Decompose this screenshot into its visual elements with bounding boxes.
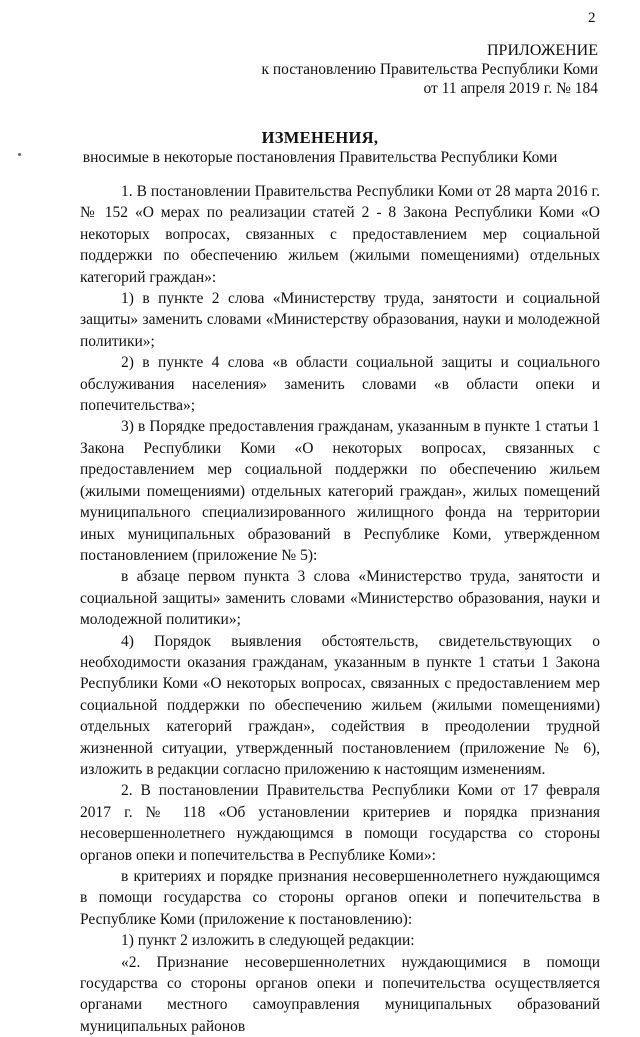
paragraph: 2. В постановлении Правительства Республики Коми от 17 февраля 2017 г. № 118 «Об установлении критериев и порядка признания несовершеннолетнего нуждающимся в помощи государства со стороны органов опеки и попечительства в Республике Коми»: xyxy=(80,782,600,864)
paragraph: в абзаце первом пункта 3 слова «Министерство труда, занятости и социальной защиты» заменить словами «Министерство образования, науки и молодежной политики»; xyxy=(80,568,600,629)
document-body xyxy=(80,181,600,1037)
paragraph: в критериях и порядке признания несовершеннолетнего нуждающимся в помощи государства со стороны органов опеки и попечительства в Республике Коми (приложение к постановлению): xyxy=(80,868,600,928)
appendix-line-2: от 11 апреля 2019 г. № 184 xyxy=(423,80,598,97)
appendix-line-1: к постановлению Правительства Республики Коми xyxy=(261,61,598,78)
paragraph: 1. В постановлении Правительства Республики Коми от 28 марта 2016 г. № 152 «О мерах по реализации статей 2 - 8 Закона Республики Коми «О некоторых вопросах, связанных с предоставлением мер социальной поддержки по обеспечению жильем (жилыми помещениями) отдельных категорий граждан»: xyxy=(80,183,600,286)
page-number: 2 xyxy=(588,10,596,26)
paragraph: 3) в Порядке предоставления гражданам, указанным в пункте 1 статьи 1 Закона Республики Коми «О некоторых вопросах, связанных с предоставлением мер социальной поддержки по обеспечению жильем (жилыми помещениями) отдельных категорий граждан», жилых помещений муниципального специализированного жилищного фонда на территории иных муниципальных образований в Республике Коми, утвержденном постановлением (приложение № 5): xyxy=(80,418,600,564)
paragraph: 4) Порядок выявления обстоятельств, свидетельствующих о необходимости оказания гражданам, указанным в пункте 1 статьи 1 Закона Республики Коми «О некоторых вопросах, связанных с предоставлением мер социальной поддержки по обеспечению жильем (жилыми помещениями) отдельных категорий граждан», содействия в преодолении трудной жизненной ситуации, утвержденный постановлением (приложение № 6), изложить в редакции согласно приложению к настоящим изменениям. xyxy=(80,632,600,778)
paragraph: 1) в пункте 2 слова «Министерству труда, занятости и социальной защиты» заменить словами «Министерству образования, науки и молодежной политики»; xyxy=(80,290,600,350)
appendix-block xyxy=(261,41,598,98)
paragraph: 1) пункт 2 изложить в следующей редакции: xyxy=(121,932,415,950)
paragraph: «2. Признание несовершеннолетних нуждающимися в помощи государства со стороны органов опеки и попечительства осуществляется органами местного самоуправления муниципальных образований муниципальных районов xyxy=(80,953,600,1035)
paragraph: 2) в пункте 4 слова «в области социальной защиты и социального обслуживания населения» заменить словами «в области опеки и попечительства»; xyxy=(80,354,600,415)
scan-dot xyxy=(18,153,21,156)
document-title: ИЗМЕНЕНИЯ, xyxy=(261,128,379,147)
document-subtitle: вносимые в некоторые постановления Правительства Республики Коми xyxy=(82,149,558,166)
appendix-title: ПРИЛОЖЕНИЕ xyxy=(486,42,598,59)
